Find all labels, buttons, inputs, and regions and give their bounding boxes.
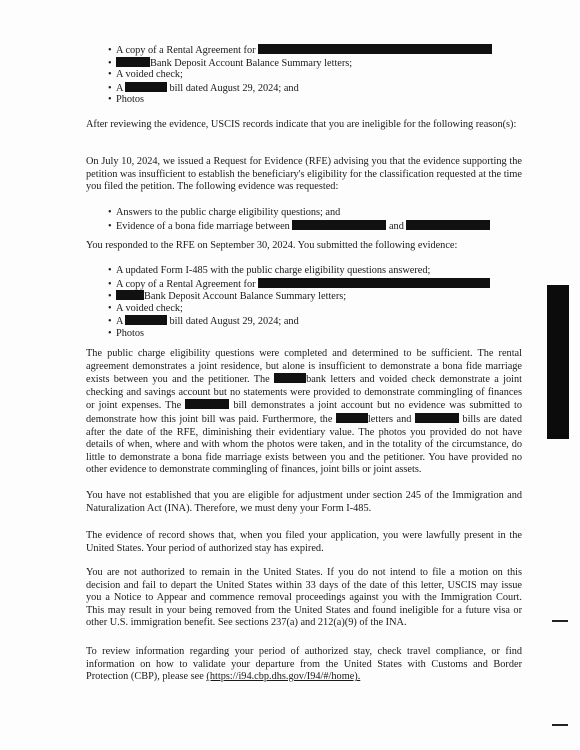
bullet-icon: • (108, 220, 112, 232)
list-item-text: A (116, 82, 124, 94)
bullet-icon: • (108, 265, 112, 276)
list-item (108, 57, 528, 70)
list-item (108, 44, 528, 57)
bullet-icon: • (108, 316, 112, 328)
redaction-box (292, 220, 386, 230)
list-item-text: Photos (116, 327, 145, 339)
list-item-text: bill dated August 29, 2024; and (169, 316, 299, 328)
redaction-box (116, 290, 144, 300)
bullet-icon: • (108, 45, 112, 56)
list-item-text: Answers to the public charge eligibility questions; and (116, 207, 341, 218)
redaction-box (125, 315, 167, 325)
list-item (108, 278, 528, 291)
i94-link[interactable]: (https://i94.cbp.dhs.gov/I94/#/home). (206, 671, 361, 683)
list-item (108, 82, 528, 95)
bullet-icon: • (108, 69, 112, 81)
redaction-box (415, 413, 459, 423)
list-item (108, 69, 528, 82)
redaction-box (116, 57, 150, 67)
list-item-text: Bank Deposit Account Balance Summary letters; (150, 57, 353, 69)
list-item (108, 94, 528, 107)
bullet-icon: • (108, 94, 112, 106)
paragraph-not-authorized: You are not authorized to remain in the United States. If you do not intend to file a motion on this decision and fail to depart the United States within 33 days of the date of this letter, USCIS may issue you a Notice to Appear and commence removal proceedings against you with the Immigration Court. This may result in your being removed from the United States and found ineligible for a future visa or other U.S. immigration benefit. See sections 237(a) and 212(a)(9) of the INA. (86, 567, 522, 629)
list-item-text: Bank Deposit Account Balance Summary letters; (144, 291, 347, 303)
list-item-text: A voided check; (116, 69, 183, 81)
list-item (108, 303, 528, 316)
evidence-list-requested (108, 207, 528, 232)
redaction-box (336, 413, 368, 423)
bullet-icon: • (108, 82, 112, 94)
list-item (108, 265, 528, 278)
paragraph-not-established: You have not established that you are eligible for adjustment under section 245 of the Immigration and Naturalization Act (INA). Therefore, we must deny your Form I-485. (86, 490, 522, 514)
paragraph-public-charge: The public charge eligibility questions were completed and determined to be sufficient. The rental agreement demonstrates a joint residence, but alone is insufficient to demonstrate a bona fide marriage exists between you and the petitioner. The bank letters and voided check demonstrate a joint checking and savings account but no statements were provided to demonstrate commingling of finances or joint expenses. The bill demonstrates a joint account but no evidence was submitted to demonstrate how this joint bill was paid. Furthermore, the letters and bills are dated after the date of the RFE, diminishing their evidentiary value. The photos you provided do not have details of when, where and with whom the photos were taken, and in the totality of the circumstance, do little to demonstrate a bona fide marriage exists between you and the petitioner. You have provided no other evidence to demonstrate commingling of finances, joint bills or joint assets. (86, 348, 523, 476)
bullet-icon: • (108, 278, 112, 290)
list-item-text: Photos (116, 94, 145, 106)
list-item-text: A copy of a Rental Agreement for (116, 278, 256, 290)
bullet-icon: • (108, 207, 112, 218)
paragraph-review-info: To review information regarding your period of authorized stay, check travel compliance, or find information on how to validate your departure from the United States with Customs and Border Protection (CBP), please see (https://i94.cbp.dhs.gov/I94/#/home). (86, 646, 522, 683)
redaction-box (406, 220, 490, 230)
redaction-box (125, 82, 167, 92)
list-item (108, 290, 528, 303)
redaction-box (258, 278, 490, 288)
bullet-icon: • (108, 302, 112, 314)
list-item (108, 220, 528, 233)
redaction-box (258, 44, 492, 54)
list-item-text: A voided check; (116, 302, 183, 314)
paragraph-rfe: On July 10, 2024, we issued a Request for Evidence (RFE) advising you that the evidence supporting the petition was insufficient to establish the beneficiary's eligibility for the classification requested at the time you filed the petition. The following evidence was requested: (86, 156, 522, 193)
list-item-text: Evidence of a bona fide marriage between (116, 220, 290, 232)
list-item-text: and (388, 220, 404, 232)
redaction-box (274, 373, 306, 383)
paragraph-evidence-record: The evidence of record shows that, when you filed your application, you were lawfully present in the United States. Your period of authorized stay has expired. (86, 530, 522, 554)
evidence-list-initial (108, 44, 528, 107)
bullet-icon: • (108, 291, 112, 303)
paragraph-reviewing: After reviewing the evidence, USCIS records indicate that you are ineligible for the following reason(s): (86, 119, 517, 130)
list-item (108, 328, 528, 341)
paragraph-responded: You responded to the RFE on September 30, 2024. You submitted the following evidence: (86, 240, 458, 251)
list-item-text: A updated Form I-485 with the public charge eligibility questions answered; (116, 265, 431, 276)
bullet-icon: • (108, 327, 112, 339)
scan-tick-mark (552, 724, 568, 726)
list-item-text: A copy of a Rental Agreement for (116, 45, 256, 56)
list-item-text: bill dated August 29, 2024; and (169, 82, 299, 94)
scan-tick-mark (552, 620, 568, 622)
list-item (108, 207, 528, 220)
scan-edge-mark (547, 285, 569, 439)
evidence-list-submitted (108, 265, 528, 341)
list-item (108, 315, 528, 328)
redaction-box (185, 399, 229, 409)
bullet-icon: • (108, 57, 112, 69)
list-item-text: A (116, 316, 124, 328)
